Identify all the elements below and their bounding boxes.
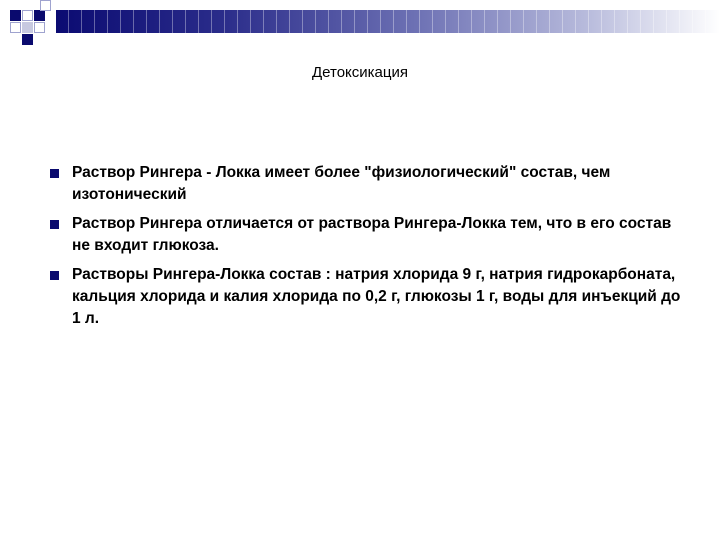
square-bullet-icon [50,271,59,280]
decor-square [10,10,21,21]
bullet-text: Раствор Рингера отличается от раствора Рингера-Локка тем, что в его состав не входит глюкоза. [72,215,672,254]
bullet-text: Растворы Рингера-Локка состав : натрия хлорида 9 г, натрия гидрокарбоната, кальция хлорида и калия хлорида по 0,2 г, глюкозы 1 г, воды для инъекций до 1 л. [72,266,681,327]
square-bullet-icon [50,169,59,178]
decor-square [10,22,21,33]
decor-square [22,22,33,33]
list-item [50,213,690,257]
square-bullet-icon [50,220,59,229]
list-item [50,264,690,330]
decor-square [34,22,45,33]
decor-square [34,10,45,21]
decor-square [22,10,33,21]
decor-square [22,34,33,45]
slide-title: Детоксикация [312,64,408,81]
list-item [50,162,690,206]
bullet-list [50,162,690,337]
header-bar-tiles [56,10,720,33]
decor-square [40,0,51,11]
bullet-text: Раствор Рингера - Локка имеет более "физиологический" состав, чем изотонический [72,164,611,203]
